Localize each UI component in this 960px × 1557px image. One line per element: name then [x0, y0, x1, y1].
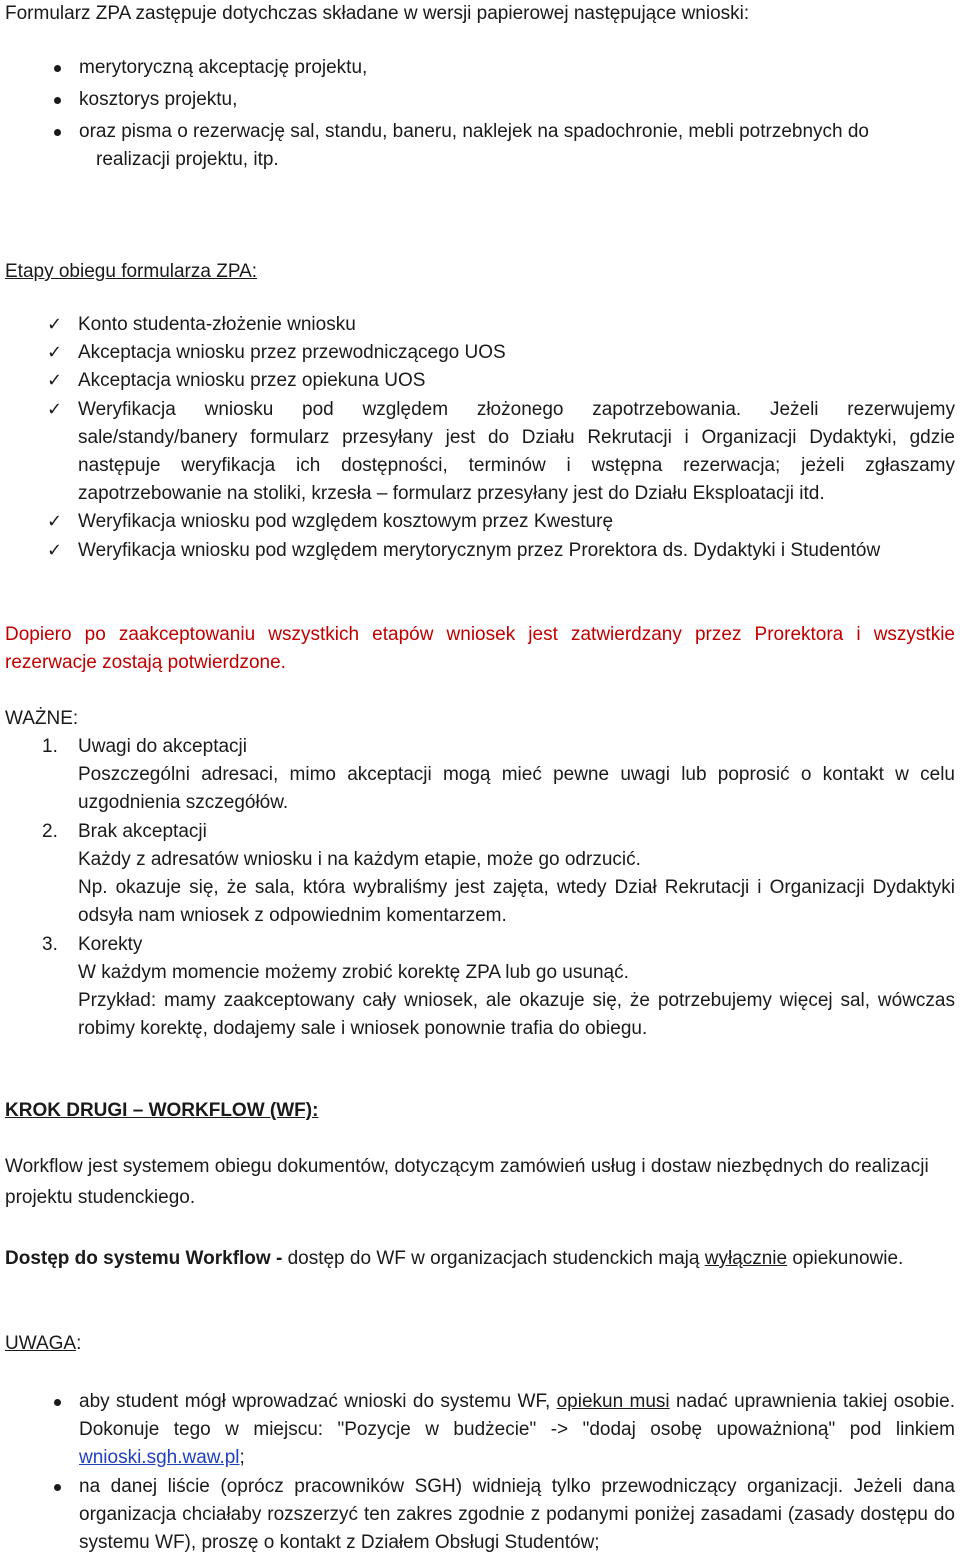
stages-heading: Etapy obiegu formularza ZPA:: [5, 261, 258, 282]
approval-note: Dopiero po zaakceptowaniu wszystkich etapów wniosek jest zatwierdzany przez Prorektora i wszystkie rezerwacje zostają potwierdzone.: [5, 624, 955, 673]
bullet-dot-icon: [54, 129, 61, 136]
checkmark-icon: ✓: [47, 370, 63, 391]
stage-item: ✓ Akceptacja wniosku przez opiekuna UOS: [47, 367, 955, 395]
important-item-title: Brak akceptacji: [78, 821, 207, 842]
uwaga-heading: UWAGA:: [5, 1333, 82, 1354]
checkmark-icon: ✓: [47, 314, 63, 335]
stage-item: ✓ Weryfikacja wniosku pod względem kosztowym przez Kwesturę: [47, 508, 955, 536]
uwaga-bullet-1: aby student mógł wprowadzać wnioski do systemu WF, opiekun musi nadać uprawnienia takiej osobie. Dokonuje tego w miejscu: "Pozycje w budżecie" -> "dodaj osobę upoważnioną" pod linkiem wnioski.sgh.waw.pl;: [54, 1388, 955, 1472]
checkmark-icon: ✓: [47, 342, 63, 363]
important-item-1: 1. Uwagi do akceptacji Poszczególni adresaci, mimo akceptacji mogą mieć pewne uwagi lub poprosić o kontakt w celu uzgodnienia szczegółów.: [42, 733, 955, 817]
bullet-dot-icon: [54, 1399, 61, 1406]
checkmark-icon: ✓: [47, 399, 63, 420]
important-heading: WAŻNE:: [5, 708, 79, 729]
intro-bullet-2: kosztorys projektu,: [54, 86, 954, 114]
important-item-title: Uwagi do akceptacji: [78, 736, 247, 757]
intro-paragraph: Formularz ZPA zastępuje dotychczas składane w wersji papierowej następujące wnioski:: [5, 3, 750, 24]
stage-item: ✓ Akceptacja wniosku przez przewodniczącego UOS: [47, 339, 955, 367]
important-item-2: 2. Brak akceptacji Każdy z adresatów wniosku i na każdym etapie, może go odrzucić. Np. okazuje się, że sala, która wybraliśmy jest zajęta, wtedy Dział Rekrutacji i Organizacji Dydaktyki odsyła nam wniosek z odpowiednim komentarzem.: [42, 818, 955, 930]
important-item-3: 3. Korekty W każdym momencie możemy zrobić korektę ZPA lub go usunąć. Przykład: mamy zaakceptowany cały wniosek, ale okazuje się, że potrzebujemy więcej sal, wówczas robimy korektę, dodajemy sale i wniosek ponownie trafia do obiegu.: [42, 931, 955, 1043]
step2-heading: KROK DRUGI – WORKFLOW (WF):: [5, 1100, 319, 1121]
access-paragraph: Dostęp do systemu Workflow - dostęp do WF w organizacjach studenckich mają wyłącznie opiekunowie.: [5, 1248, 904, 1269]
wnioski-link[interactable]: wnioski.sgh.waw.pl: [79, 1447, 240, 1468]
bullet-dot-icon: [54, 1484, 61, 1491]
checkmark-icon: ✓: [47, 511, 63, 532]
intro-bullet-1: merytoryczną akceptację projektu,: [54, 54, 954, 82]
checkmark-icon: ✓: [47, 540, 63, 561]
stage-item: ✓ Konto studenta-złożenie wniosku: [47, 311, 955, 339]
workflow-description: Workflow jest systemem obiegu dokumentów, dotyczącym zamówień usług i dostaw niezbędnych do realizacji projektu studenckiego.: [5, 1156, 929, 1208]
intro-bullet-3: oraz pisma o rezerwację sal, standu, baneru, naklejek na spadochronie, mebli potrzebnych do realizacji projektu, itp.: [54, 118, 954, 174]
uwaga-bullet-2: na danej liście (oprócz pracowników SGH) widnieją tylko przewodniczący organizacji. Jeżeli dana organizacja chciałaby rozszerzyć ten zakres zgodnie z podanymi poniżej zasadami (zasady dostępu do systemu WF), proszę o kontakt z Działem Obsługi Studentów;: [54, 1473, 955, 1557]
important-item-title: Korekty: [78, 934, 143, 955]
bullet-dot-icon: [54, 65, 61, 72]
stage-item: ✓ Weryfikacja wniosku pod względem złożonego zapotrzebowania. Jeżeli rezerwujemy sale/standy/banery formularz przesyłany jest do Działu Rekrutacji i Organizacji Dydaktyki, gdzie następuje weryfikacja ich dostępności, terminów i wstępna rezerwacja; jeżeli zgłaszamy zapotrzebowanie na stoliki, krzesła – formularz przesyłany jest do Działu Eksploatacji itd.: [47, 396, 955, 508]
stage-item: ✓ Weryfikacja wniosku pod względem merytorycznym przez Prorektora ds. Dydaktyki i Studentów: [47, 537, 955, 565]
bullet-dot-icon: [54, 97, 61, 104]
